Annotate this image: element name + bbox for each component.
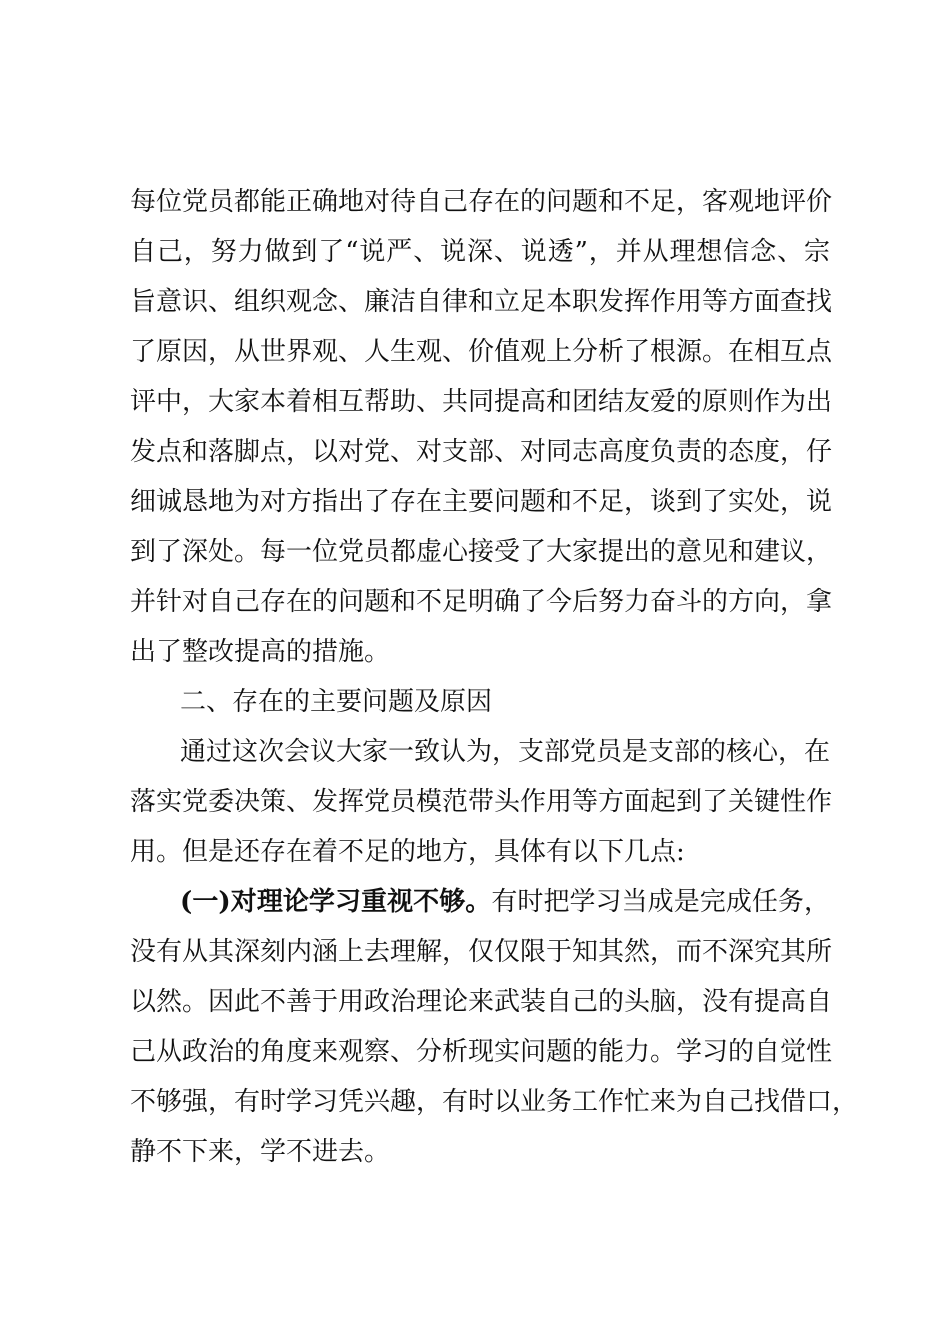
text-line: 评中，大家本着相互帮助、共同提高和团结友爱的原则作为出 [130,387,833,417]
text-line: 自己，努力做到了“说严、说深、说透”，并从理想信念、宗 [130,237,830,267]
subheading-bold: (一)对理论学习重视不够。 [180,887,492,917]
section-heading: 二、存在的主要问题及原因 [180,687,493,717]
text-line: 以然。因此不善于用政治理论来武装自己的头脑，没有提高自 [130,987,833,1017]
text-line: 通过这次会议大家一致认为，支部党员是支部的核心，在 [180,737,831,767]
text-line: 出了整改提高的措施。 [130,637,391,667]
text-line: 没有从其深刻内涵上去理解，仅仅限于知其然，而不深究其所 [130,937,833,967]
text-line: 每位党员都能正确地对待自己存在的问题和不足，客观地评价 [130,187,833,217]
text-line: 并针对自己存在的问题和不足明确了今后努力奋斗的方向，拿 [130,587,833,617]
text-line: 落实党委决策、发挥党员模范带头作用等方面起到了关键性作 [130,787,833,817]
text-line: 了原因，从世界观、人生观、价值观上分析了根源。在相互点 [130,337,833,367]
text-line: 己从政治的角度来观察、分析现实问题的能力。学习的自觉性 [130,1037,833,1067]
text-line: 不够强，有时学习凭兴趣，有时以业务工作忙来为自己找借口， [130,1087,859,1117]
lead-text: 有时把学习当成是完成任务， [491,887,830,917]
text-line: 到了深处。每一位党员都虚心接受了大家提出的意见和建议， [130,537,833,567]
text-line: 静不下来，学不进去。 [130,1137,391,1167]
text-line: 用。但是还存在着不足的地方，具体有以下几点: [130,837,685,867]
text-line-lead [180,880,830,924]
text-line: 细诚恳地为对方指出了存在主要问题和不足，谈到了实处，说 [130,487,833,517]
text-line: 旨意识、组织观念、廉洁自律和立足本职发挥作用等方面查找 [130,287,833,317]
text-line: 发点和落脚点，以对党、对支部、对同志高度负责的态度，仔 [130,437,833,467]
